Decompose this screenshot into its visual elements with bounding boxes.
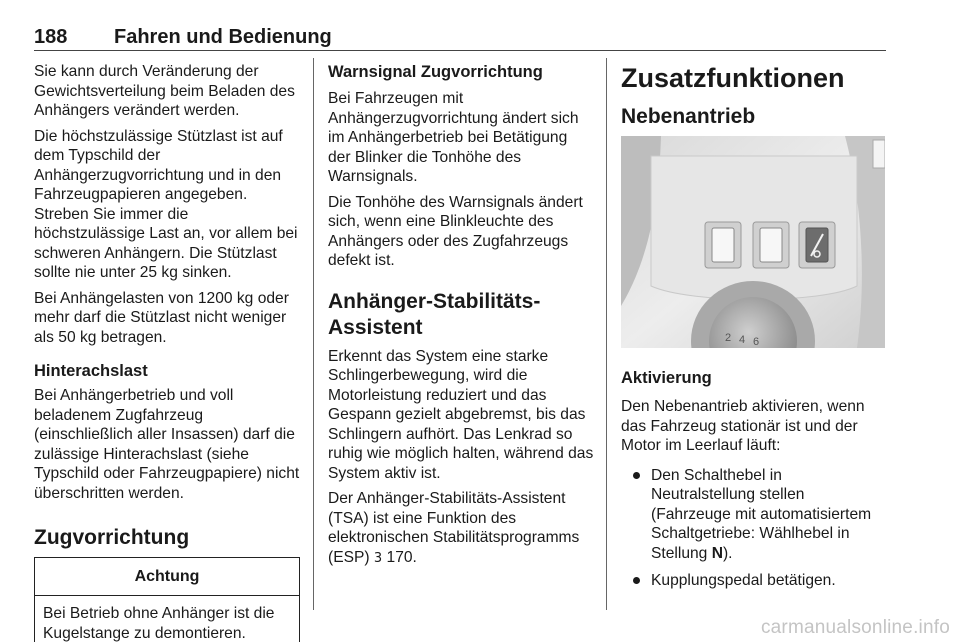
paragraph-text: Der Anhänger-Stabilitäts-Assistent (TSA) ist eine Funktion des elektronischen Stabilitätsprogramms (ESP) (328, 490, 580, 566)
paragraph (328, 489, 594, 568)
section-heading-rear-axle: Hinterachslast (34, 362, 148, 380)
paragraph: Erkennt das System eine starke Schlingerbewegung, wird die Motorleistung reduziert und das Gespann gezielt abgebremst, bis das Schlingern aufhört. Das Lenkrad so ruhig wie möglich halten, während das System aktiv ist. (328, 347, 594, 482)
gear-position-n: N (711, 544, 723, 562)
paragraph: Sie kann durch Veränderung der Gewichtsverteilung beim Beladen des Anhängers verändert werden. (34, 63, 295, 119)
warning-text: Bei Betrieb ohne Anhänger ist die Kugelstange zu demontieren. (43, 605, 275, 642)
gear-label: 2 (725, 332, 732, 344)
paragraph: Die höchstzulässige Stützlast ist auf dem Typschild der Anhängerzugvorrichtung und in den Fahrzeugpapieren angegeben. Streben Sie immer die höchstzulässige Last an, vor allem bei schweren Anhängern. Die Stützlast sollte nie unter 25 kg sinken. (34, 127, 298, 281)
paragraph: Bei Fahrzeugen mit Anhängerzugvorrichtung ändert sich im Anhängerbetrieb bei Betätigung der Blinker die Tonhöhe des Warnsignals. (328, 90, 579, 185)
bullet-icon (633, 472, 640, 479)
watermark: carmanualsonline.info (760, 617, 950, 638)
column-right (621, 62, 886, 599)
pto-switch-photo (621, 136, 885, 348)
list-item-text: Den Schalthebel in Neutralstellung stellen (Fahrzeuge mit automatisiertem Schaltgetriebe: Wählhebel in Stellung (651, 466, 872, 562)
section-heading-trailer-stability: Anhänger-Stabilitäts-Assistent (328, 289, 541, 339)
list-item-text: Kupplungspedal betätigen. (651, 572, 836, 589)
chapter-heading: Zusatzfunktionen (621, 63, 845, 93)
column-middle (328, 62, 594, 574)
page-number: 188 (34, 26, 68, 48)
page-reference[interactable]: 170. (382, 548, 417, 566)
header-rule (34, 50, 886, 51)
activation-steps (621, 466, 886, 591)
gear-label: 6 (753, 336, 760, 348)
paragraph: Den Nebenantrieb aktivieren, wenn das Fahrzeug stationär ist und der Motor im Leerlauf läuft: (621, 398, 865, 454)
bullet-icon (633, 577, 640, 584)
list-item (621, 466, 886, 564)
paragraph: Die Tonhöhe des Warnsignals ändert sich, wenn eine Blinkleuchte des Anhängers oder des Zugfahrzeugs defekt ist. (328, 193, 583, 269)
page-reference-icon: 3 (373, 550, 383, 566)
column-divider (606, 58, 607, 610)
running-title: Fahren und Bedienung (114, 26, 332, 48)
dashboard-illustration (621, 136, 885, 348)
list-item-text: ). (722, 544, 733, 562)
warning-title: Achtung (35, 558, 299, 596)
column-left (34, 62, 300, 642)
section-heading-warning-signal: Warnsignal Zugvorrichtung (328, 63, 543, 81)
column-divider (313, 58, 314, 610)
section-heading-pto: Nebenantrieb (621, 105, 756, 128)
section-heading-hitch: Zugvorrichtung (34, 526, 190, 549)
gear-label: 4 (739, 334, 746, 346)
paragraph: Bei Anhängelasten von 1200 kg oder mehr darf die Stützlast nicht weniger als 50 kg betragen. (34, 289, 289, 346)
warning-box (34, 557, 300, 642)
paragraph: Bei Anhängerbetrieb und voll beladenem Zugfahrzeug (einschließlich aller Insassen) darf die zulässige Hinterachslast (siehe Typschild oder Fahrzeugpapiere) nicht überschritten werden. (34, 387, 300, 502)
page-header (34, 26, 886, 52)
list-item (621, 571, 886, 591)
section-heading-activation: Aktivierung (621, 369, 712, 387)
